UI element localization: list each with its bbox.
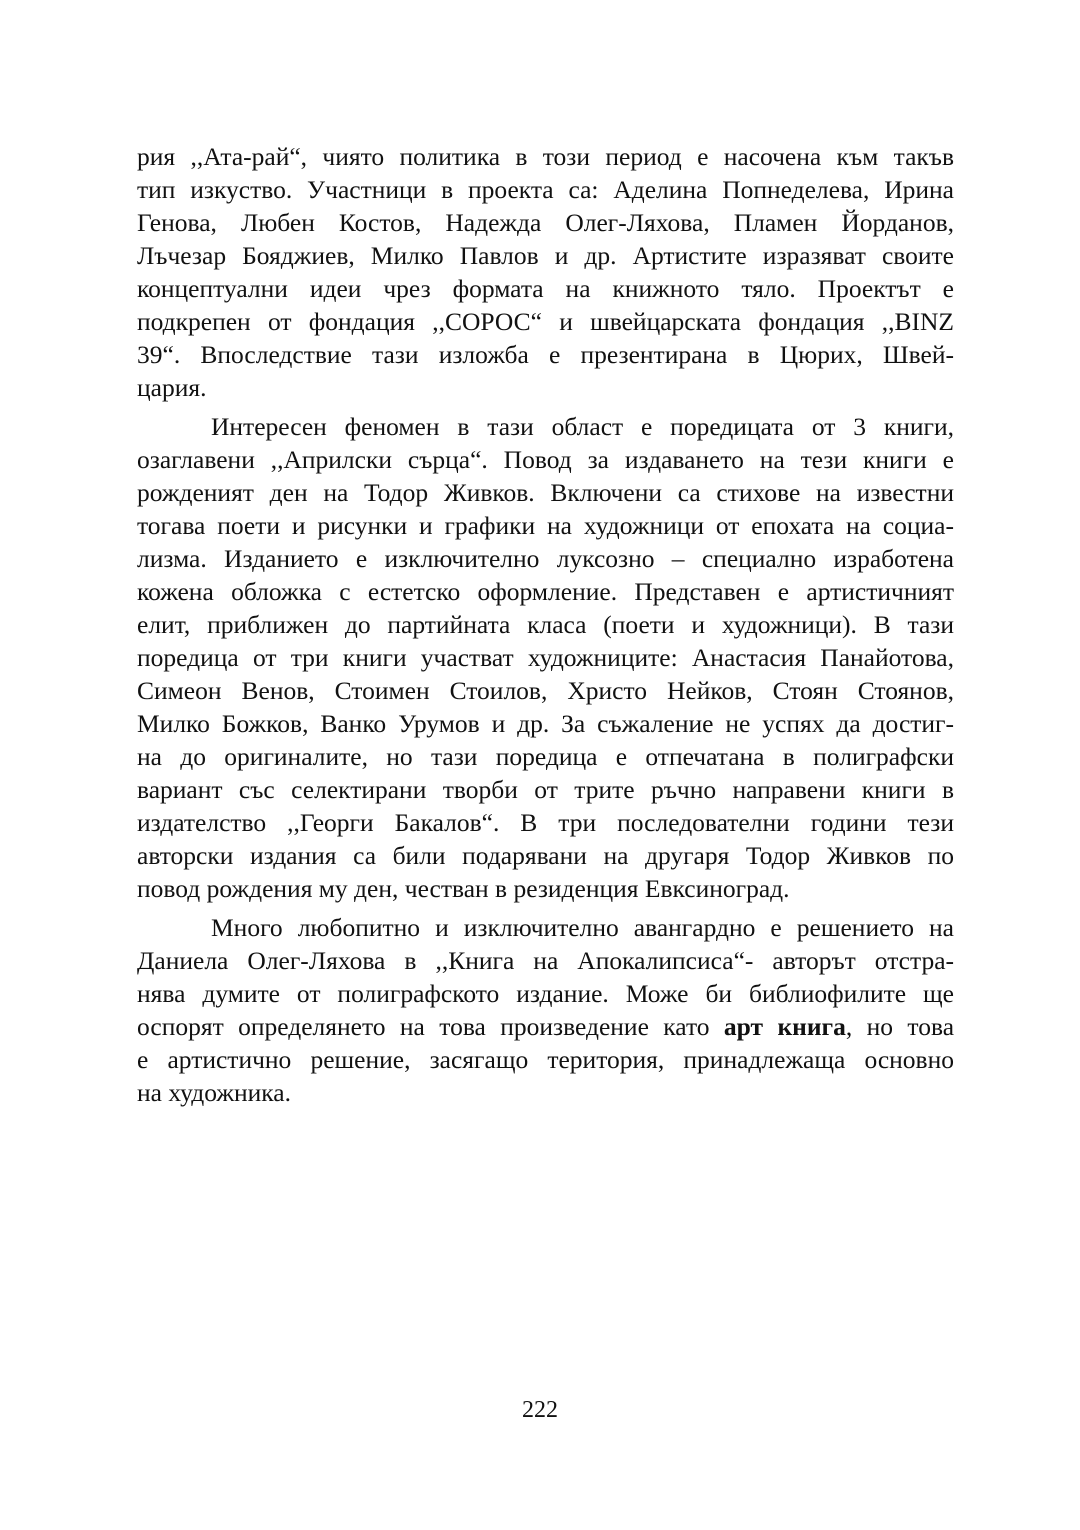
body-text	[137, 140, 954, 1109]
text-line: на художника.	[137, 1078, 291, 1107]
text-line: повод рождения му ден, честван в резиденция Евксиноград.	[137, 874, 790, 903]
text-line: Много любопитно и изключително авангардно е решението на	[211, 913, 954, 942]
text-line: елит, приближен до партийната класа (поети и художници). В тази	[137, 610, 954, 639]
text-line: авторски издания са били подарявани на другаря Тодор Живков по	[137, 841, 954, 870]
text-line: Лъчезар Бояджиев, Милко Павлов и др. Артистите изразяват своите	[137, 241, 954, 270]
text-line: Генова, Любен Костов, Надежда Олег-Ляхова, Пламен Йорданов,	[137, 208, 954, 237]
text-line: концептуални идеи чрез формата на книжното тяло. Проектът е	[137, 274, 954, 303]
text-line: на до оригиналите, но тази поредица е отпечатана в полиграфски	[137, 742, 954, 771]
bold-term: арт книга	[723, 1012, 846, 1041]
paragraph-2	[137, 410, 954, 905]
paragraph-1	[137, 140, 954, 404]
text-line: тогава поети и рисунки и графики на художници от епохата на социа-	[137, 511, 954, 540]
text-run: , но това	[845, 1012, 955, 1041]
text-line: лизма. Изданието е изключително луксозно – специално изработена	[137, 544, 954, 573]
text-line: Интересен феномен в тази област е поредицата от 3 книги,	[211, 412, 954, 441]
text-line: цария.	[137, 373, 207, 402]
text-line: озаглавени ,,Априлски сърца“. Повод за издаването на тези книги е	[137, 445, 954, 474]
text-line: Даниела Олег-Ляхова в ,,Книга на Апокалипсиса“- авторът отстра-	[137, 946, 954, 975]
text-line: рия ,,Ата-рай“, чиято политика в този период е насочена към такъв	[137, 142, 954, 171]
text-line: 39“. Впоследствие тази изложба е презентирана в Цюрих, Швей-	[137, 340, 954, 369]
text-line-with-bold	[137, 1010, 954, 1043]
text-line: подкрепен от фондация ,,СОРОС“ и швейцарската фондация ,,BINZ	[137, 307, 954, 336]
text-line: тип изкуство. Участници в проекта са: Аделина Попнеделева, Ирина	[137, 175, 954, 204]
text-line: рожденият ден на Тодор Живков. Включени са стихове на известни	[137, 478, 954, 507]
text-run: оспорят определянето на това произведение като	[137, 1012, 724, 1041]
text-line: Милко Божков, Ванко Урумов и др. За съжаление не успях да достиг-	[137, 709, 954, 738]
paragraph-3	[137, 911, 954, 1109]
text-line: поредица от три книги участват художниците: Анастасия Панайотова,	[137, 643, 954, 672]
text-line: вариант със селектирани творби от трите ръчно направени книги в	[137, 775, 954, 804]
text-line: кожена обложка с естетско оформление. Представен е артистичният	[137, 577, 954, 606]
text-line: нява думите от полиграфското издание. Може би библиофилите ще	[137, 979, 954, 1008]
page-number: 222	[522, 1397, 558, 1423]
text-line: е артистично решение, засягащо територия, принадлежаща основно	[137, 1045, 954, 1074]
text-line: издателство ,,Георги Бакалов“. В три последователни години тези	[137, 808, 954, 837]
text-line: Симеон Венов, Стоимен Стоилов, Христо Нейков, Стоян Стоянов,	[137, 676, 954, 705]
